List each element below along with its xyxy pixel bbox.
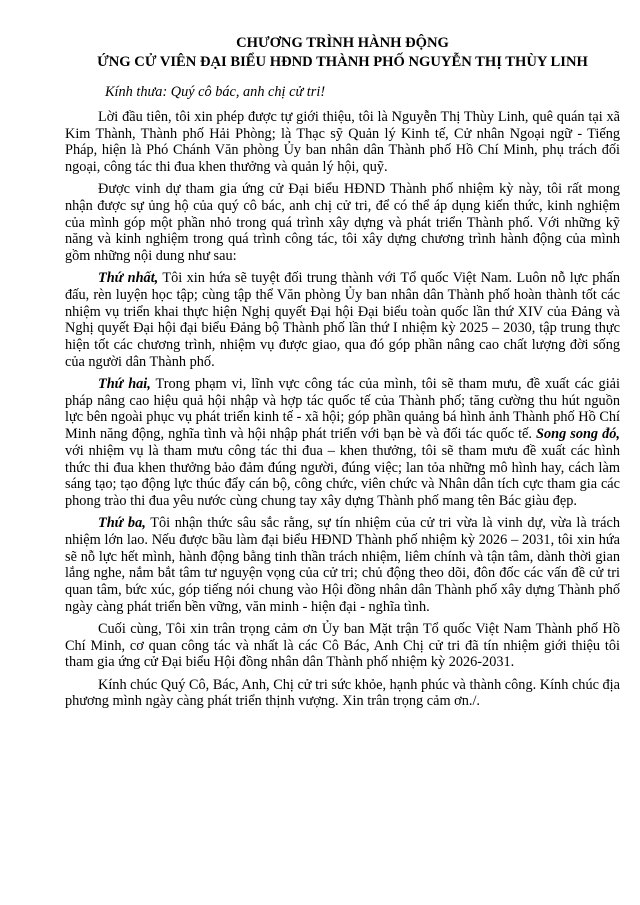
paragraph-text: với nhiệm vụ là tham mưu công tác thi đua – khen thưởng, tôi sẽ tham mưu đề xuất các hình thức thi đua khen thưởng bảo đảm đúng người, đúng việc; lan tỏa những mô hình hay, cách làm sáng tạo; tạo động lực thúc đẩy cán bộ, công chức, viên chức và Nhân dân tích cực tham gia các phong trào thi đua yêu nước cùng chung tay xây dựng Thành phố mang tên Bác giàu đẹp. bbox=[65, 442, 620, 509]
paragraph-thanks bbox=[65, 621, 620, 671]
paragraph-text: Tôi nhận thức sâu sắc rằng, sự tín nhiệm của cử tri vừa là vinh dự, vừa là trách nhiệm lớn lao. Nếu được bầu làm đại biểu HĐND Thành phố nhiệm kỳ 2026 – 2031, tôi xin hứa sẽ nỗ lực hết mình, hành động bằng tinh thần trách nhiệm, liêm chính và tận tâm, dành thời gian lắng nghe, nắm bắt tâm tư nguyện vọng của cử tri; chủ động theo dõi, đôn đốc các vấn đề cử tri quan tâm, bức xúc, góp tiếng nói chung vào Hội đồng nhân dân Thành phố xây dựng Thành phố ngày càng phát triển bền vững, văn minh - hiện đại - nghĩa tình. bbox=[65, 515, 620, 615]
paragraph-text: Cuối cùng, Tôi xin trân trọng cảm ơn Ủy ban Mặt trận Tổ quốc Việt Nam Thành phố Hồ Chí Minh, cơ quan công tác và nhất là các Cô Bác, Anh Chị cử tri đã tín nhiệm giới thiệu tôi tham gia ứng cử Đại biểu Hội đồng nhân dân Thành phố nhiệm kỳ 2026-2031. bbox=[65, 620, 620, 671]
paragraph-text: Trong phạm vi, lĩnh vực công tác của mình, tôi sẽ tham mưu, đề xuất các giải pháp nâng cao hiệu quả hội nhập và hợp tác quốc tế của Thành phố; tăng cường thu hút nguồn lực bên ngoài phục vụ phát triển kinh tế - xã hội; góp phần quảng bá hình ảnh Thành phố Hồ Chí Minh năng động, nghĩa tình và hội nhập phát triển với bạn bè và đối tác quốc tế. bbox=[65, 376, 620, 443]
document-title-line-2: ỨNG CỬ VIÊN ĐẠI BIỂU HĐND THÀNH PHỐ NGUYỄN THỊ THÙY LINH bbox=[97, 53, 588, 70]
salutation-line: Kính thưa: Quý cô bác, anh chị cử tri! bbox=[105, 84, 326, 100]
paragraph-lead-alongside: Song song đó, bbox=[536, 426, 620, 443]
paragraph-introduction bbox=[65, 109, 620, 176]
paragraph-lead-third: Thứ ba, bbox=[98, 515, 146, 532]
paragraph-text: Lời đầu tiên, tôi xin phép được tự giới thiệu, tôi là Nguyễn Thị Thùy Linh, quê quán tại xã Kim Thành, Thành phố Hải Phòng; là Thạc sỹ Quản lý Kinh tế, Cử nhân Ngoại ngữ - Tiếng Pháp, hiện là Phó Chánh Văn phòng Ủy ban nhân dân Thành phố Hồ Chí Minh, phụ trách đối ngoại, công tác thi đua khen thưởng và quản lý hội, quỹ. bbox=[65, 109, 620, 176]
paragraph-text: Tôi xin hứa sẽ tuyệt đối trung thành với Tổ quốc Việt Nam. Luôn nỗ lực phấn đấu, rèn luyện học tập; cùng tập thể Văn phòng Ủy ban nhân dân Thành phố hoàn thành tốt các nhiệm vụ triển khai thực hiện Nghị quyết Đại hội Đại biểu toàn quốc lần thứ XIV của Đảng và Nghị quyết Đại hội đại biểu Đảng bộ Thành phố lần thứ I nhiệm kỳ 2025 – 2030, tập trung thực hiện tốt các chương trình, nhiệm vụ được giao, qua đó góp phần nâng cao chất lượng đời sống của người dân Thành phố. bbox=[65, 270, 620, 370]
document-title-line-1: CHƯƠNG TRÌNH HÀNH ĐỘNG bbox=[236, 35, 449, 51]
paragraph-closing-wishes bbox=[65, 677, 620, 710]
paragraph-first-point bbox=[65, 270, 620, 370]
paragraph-text: Được vinh dự tham gia ứng cử Đại biểu HĐND Thành phố nhiệm kỳ này, tôi rất mong nhận được sự ủng hộ của quý cô bác, anh chị cử tri, để có thể áp dụng kiến thức, kinh nghiệm của mình góp một phần nhỏ trong quá trình xây dựng và phát triển Thành phố. Với những kỹ năng và kinh nghiệm trong quá trình công tác, tôi xây dựng chương trình hành động của mình gồm những nội dung như sau: bbox=[65, 181, 620, 265]
paragraph-third-point bbox=[65, 515, 620, 615]
paragraph-text: Kính chúc Quý Cô, Bác, Anh, Chị cử tri sức khỏe, hạnh phúc và thành công. Kính chúc địa phương mình ngày càng phát triển thịnh vượng. Xin trân trọng cảm ơn./. bbox=[65, 676, 620, 710]
paragraph-lead-first: Thứ nhất, bbox=[98, 270, 159, 287]
paragraph-candidacy bbox=[65, 181, 620, 265]
document-title-block bbox=[65, 34, 620, 71]
paragraph-lead-second: Thứ hai, bbox=[98, 376, 151, 393]
paragraph-second-point bbox=[65, 376, 620, 510]
